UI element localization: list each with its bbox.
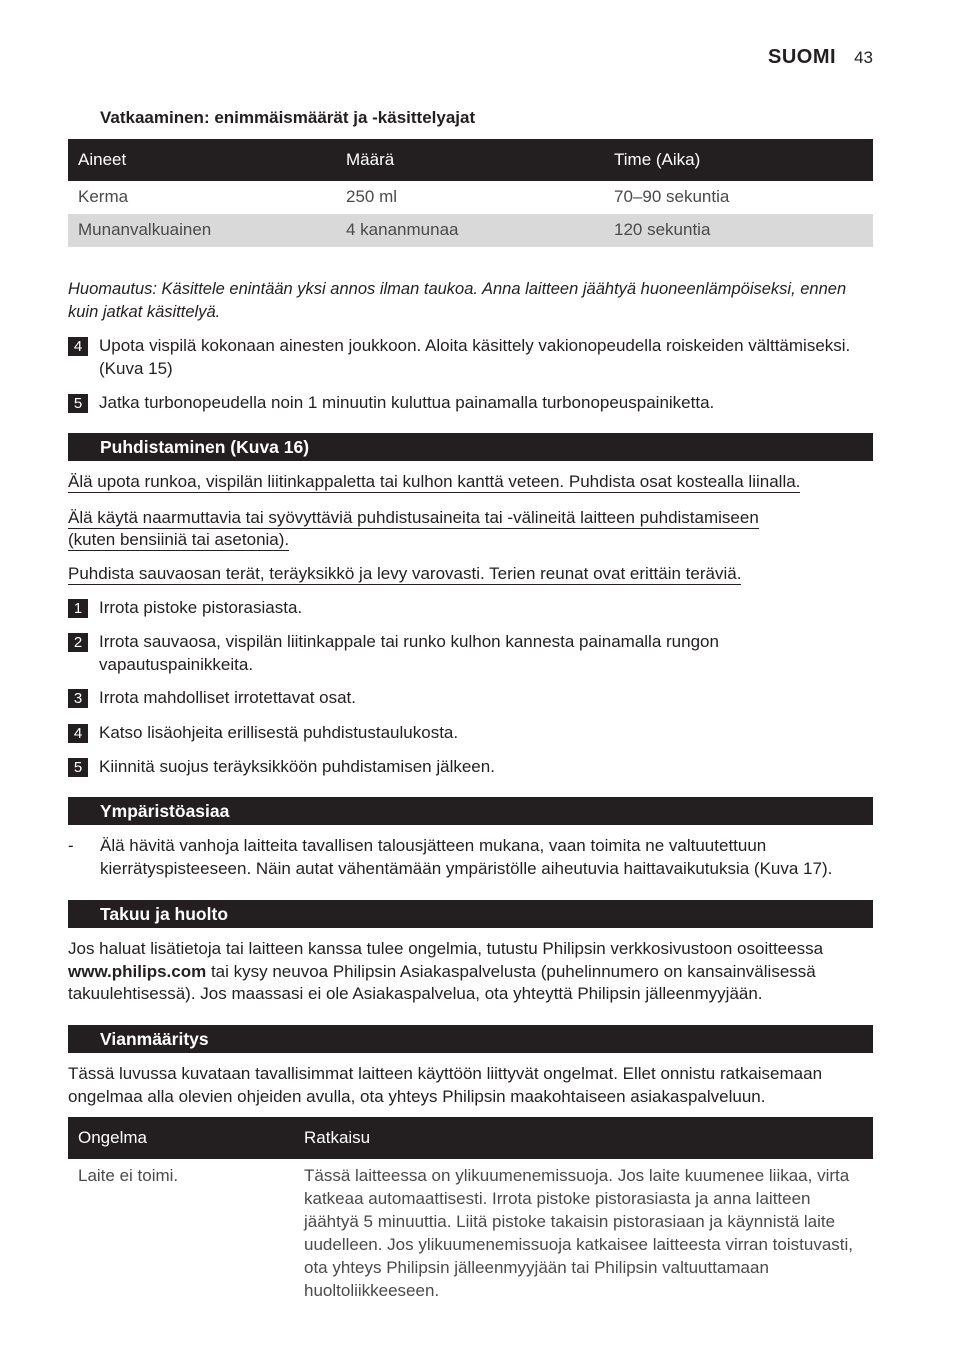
warning-line: (kuten bensiiniä tai asetonia). bbox=[68, 530, 290, 549]
step-number: 4 bbox=[68, 337, 88, 356]
section-heading-environment bbox=[68, 797, 873, 825]
step-number: 2 bbox=[68, 633, 88, 652]
warranty-text: tai kysy neuvoa Philipsin Asiakaspalvelusta (puhelinnumero on kansainvälisessä takuulehtisessä). Jos maassasi ei ole Asiakaspalvelua, ota yhteyttä Philipsin jälleenmyyjään. bbox=[68, 961, 816, 1003]
step-number: 5 bbox=[68, 394, 88, 413]
column-header: Aineet bbox=[68, 139, 336, 181]
warning-text bbox=[68, 529, 868, 552]
table-header-row bbox=[68, 139, 873, 181]
section-heading-text: Takuu ja huolto bbox=[100, 904, 229, 924]
column-header: Ratkaisu bbox=[294, 1117, 873, 1159]
warranty-text: Jos haluat lisätietoja tai laitteen kanssa tulee ongelmia, tutustu Philipsin verkkosivustoon osoitteessa bbox=[68, 939, 824, 958]
table-cell: 4 kananmunaa bbox=[336, 214, 604, 247]
warning-text bbox=[68, 507, 868, 530]
column-header: Ongelma bbox=[68, 1117, 294, 1159]
whisk-table-title: Vatkaaminen: enimmäismäärät ja -käsittelyajat bbox=[100, 108, 476, 127]
table-cell: 120 sekuntia bbox=[604, 214, 873, 247]
column-header: Määrä bbox=[336, 139, 604, 181]
step-text: Jatka turbonopeudella noin 1 minuutin kuluttua painamalla turbonopeuspainiketta. bbox=[99, 393, 715, 412]
step-text: Irrota sauvaosa, vispilän liitinkappale tai runko kulhon kannesta painamalla rungon vapautuspainikkeita. bbox=[99, 632, 719, 674]
step-number: 4 bbox=[68, 724, 88, 743]
step-item bbox=[68, 756, 868, 779]
step-text: Katso lisäohjeita erillisestä puhdistustaulukosta. bbox=[99, 723, 459, 742]
warning-text bbox=[68, 471, 868, 494]
step-text: Upota vispilä kokonaan ainesten joukkoon. Aloita käsittely vakionopeudella roiskeiden välttämiseksi. (Kuva 15) bbox=[99, 336, 851, 378]
bullet-text: Älä hävitä vanhoja laitteita tavallisen talousjätteen mukana, vaan toimita ne valtuutettuun kierrätyspisteeseen. Näin autat vähentämään ympäristölle aiheutuvia haittavaikutuksia (Kuva 17). bbox=[100, 836, 833, 878]
list-item bbox=[68, 835, 868, 880]
table-row bbox=[68, 214, 873, 247]
section-heading-text: Vianmääritys bbox=[100, 1029, 209, 1049]
step-number: 1 bbox=[68, 599, 88, 618]
table-cell: Tässä laitteessa on ylikuumenemissuoja. Jos laite kuumenee liikaa, virta katkeaa automaattisesti. Irrota pistoke pistorasiasta ja anna laitteen jäähtyä 5 minuuttia. Liitä pistoke takaisin pistorasiaan ja käynnistä laite uudelleen. Jos ylikuumenemissuoja katkaisee laitteesta virran toistuvasti, ota yhteys Philipsin jälleenmyyjään tai Philipsin valtuuttamaan huoltoliikkeeseen. bbox=[304, 1166, 853, 1300]
troubleshooting-intro: Tässä luvussa kuvataan tavallisimmat laitteen käyttöön liittyvät ongelmat. Ellet onnistu ratkaisemaan ongelmaa alla olevien ohjeiden avulla, ota yhteys Philipsin maakohtaiseen asiakaspalveluun. bbox=[68, 1064, 823, 1106]
section-heading-text: Ympäristöasiaa bbox=[100, 801, 230, 821]
step-item bbox=[68, 687, 868, 710]
table-cell: 250 ml bbox=[346, 187, 398, 207]
warning-text bbox=[68, 563, 868, 586]
table-cell: Kerma bbox=[78, 187, 129, 207]
whisk-table bbox=[68, 139, 873, 247]
warning-line: Älä käytä naarmuttavia tai syövyttäviä puhdistusaineita tai -välineitä laitteen puhdistamiseen bbox=[68, 508, 759, 527]
troubleshooting-table bbox=[68, 1117, 873, 1307]
bullet-dash: - bbox=[68, 836, 74, 855]
section-heading-cleaning bbox=[68, 433, 873, 461]
step-number: 5 bbox=[68, 758, 88, 777]
section-heading-warranty bbox=[68, 900, 873, 928]
column-header: Time (Aika) bbox=[604, 139, 873, 181]
step-number: 3 bbox=[68, 689, 88, 708]
step-text: Irrota mahdolliset irrotettavat osat. bbox=[99, 688, 357, 707]
step-text: Kiinnitä suojus teräyksikköön puhdistamisen jälkeen. bbox=[99, 757, 495, 776]
note-text: Huomautus: Käsittele enintään yksi annos ilman taukoa. Anna laitteen jäähtyä huoneenlämpöiseksi, ennen kuin jatkat käsittelyä. bbox=[68, 280, 847, 321]
table-cell: 70–90 sekuntia bbox=[614, 187, 730, 207]
step-item bbox=[68, 722, 868, 745]
step-item bbox=[68, 335, 868, 380]
warning-line: Älä upota runkoa, vispilän liitinkappaletta tai kulhon kanttä veteen. Puhdista osat kostealla liinalla. bbox=[68, 472, 801, 491]
table-cell: Laite ei toimi. bbox=[78, 1166, 179, 1185]
section-heading-text: Puhdistaminen (Kuva 16) bbox=[100, 437, 310, 457]
table-row bbox=[68, 1159, 873, 1307]
warning-line: Puhdista sauvaosan terät, teräyksikkö ja levy varovasti. Terien reunat ovat erittäin teräviä. bbox=[68, 564, 742, 583]
table-header-row bbox=[68, 1117, 873, 1159]
step-item bbox=[68, 392, 868, 415]
philips-website-link[interactable]: www.philips.com bbox=[68, 961, 207, 981]
language-label: SUOMI bbox=[768, 46, 837, 68]
page-number: 43 bbox=[854, 48, 873, 67]
table-cell: Munanvalkuainen bbox=[68, 214, 336, 247]
table-row bbox=[68, 181, 873, 214]
warranty-paragraph bbox=[68, 938, 868, 1006]
step-item bbox=[68, 597, 868, 620]
step-text: Irrota pistoke pistorasiasta. bbox=[99, 598, 303, 617]
step-item bbox=[68, 631, 868, 676]
section-heading-troubleshooting bbox=[68, 1025, 873, 1053]
page-header bbox=[768, 46, 873, 70]
